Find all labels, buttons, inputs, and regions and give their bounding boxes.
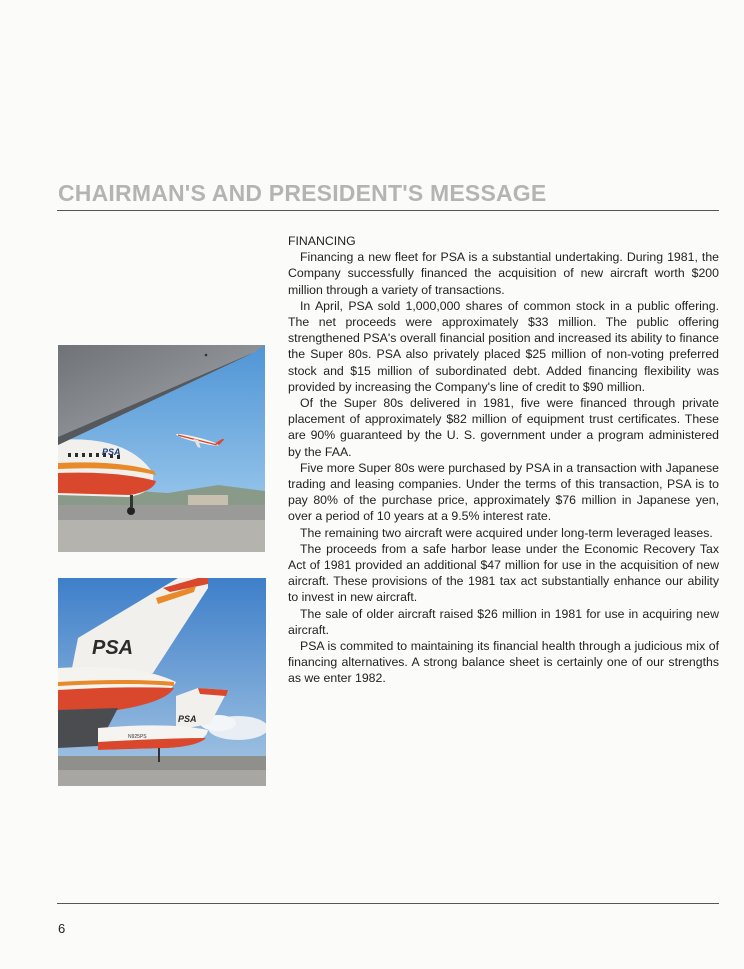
paragraph: PSA is commited to maintaining its financial health through a judicious mix of financing alternatives. A strong balance sheet is certainly one of our strengths as we enter 1982.: [288, 639, 719, 686]
paragraph: Five more Super 80s were purchased by PSA in a transaction with Japanese trading and leasing companies. Under the terms of this transaction, PSA is to pay 80% of the purchase price, approximately $76 million in Japanese yen, over a period of 10 years at a 9.5% interest rate.: [288, 460, 719, 524]
paragraph: In April, PSA sold 1,000,000 shares of common stock in a public offering. The net proceeds were approximately $33 million. The public offering strengthened PSA's overall financial position and increased its ability to finance the Super 80s. PSA also privately placed $25 million of non-voting preferred stock and $15 million of subordinated debt. Added financing flexibility was provided by increasing the Company's line of credit to $90 million.: [288, 298, 719, 394]
paragraph: The proceeds from a safe harbor lease under the Economic Recovery Tax Act of 1981 provided an additional $47 million for use in the acquisition of new aircraft. These provisions of the 1981 tax act substantially enhance our ability to invest in new aircraft.: [288, 541, 719, 605]
aircraft-registration: N925PS: [128, 734, 147, 740]
aircraft-photo-tails: [58, 578, 266, 786]
page-title: CHAIRMAN'S AND PRESIDENT'S MESSAGE: [58, 180, 547, 206]
paragraph: Financing a new fleet for PSA is a substantial undertaking. During 1981, the Company successfully financed the acquisition of new aircraft worth $200 million through a variety of transactions.: [288, 250, 719, 297]
section-heading: FINANCING: [288, 234, 356, 248]
paragraph: The sale of older aircraft raised $26 million in 1981 for use in acquiring new aircraft.: [288, 606, 719, 637]
header-divider: [57, 210, 719, 211]
paragraph: Of the Super 80s delivered in 1981, five were financed through private placement of approximately $82 million of equipment trust certificates. These are 90% guaranteed by the U. S. government under a program administered by the FAA.: [288, 396, 719, 459]
page-number: 6: [58, 921, 66, 936]
footer-divider: [57, 903, 719, 904]
aircraft-photo-tarmac: [58, 345, 265, 552]
psa-tail-logo: PSA: [92, 637, 134, 659]
psa-fuselage-logo: PSA: [102, 447, 121, 457]
financing-section: [288, 233, 719, 687]
paragraph: The remaining two aircraft were acquired under long-term leveraged leases.: [300, 525, 713, 540]
psa-small-tail-logo: PSA: [178, 714, 197, 724]
